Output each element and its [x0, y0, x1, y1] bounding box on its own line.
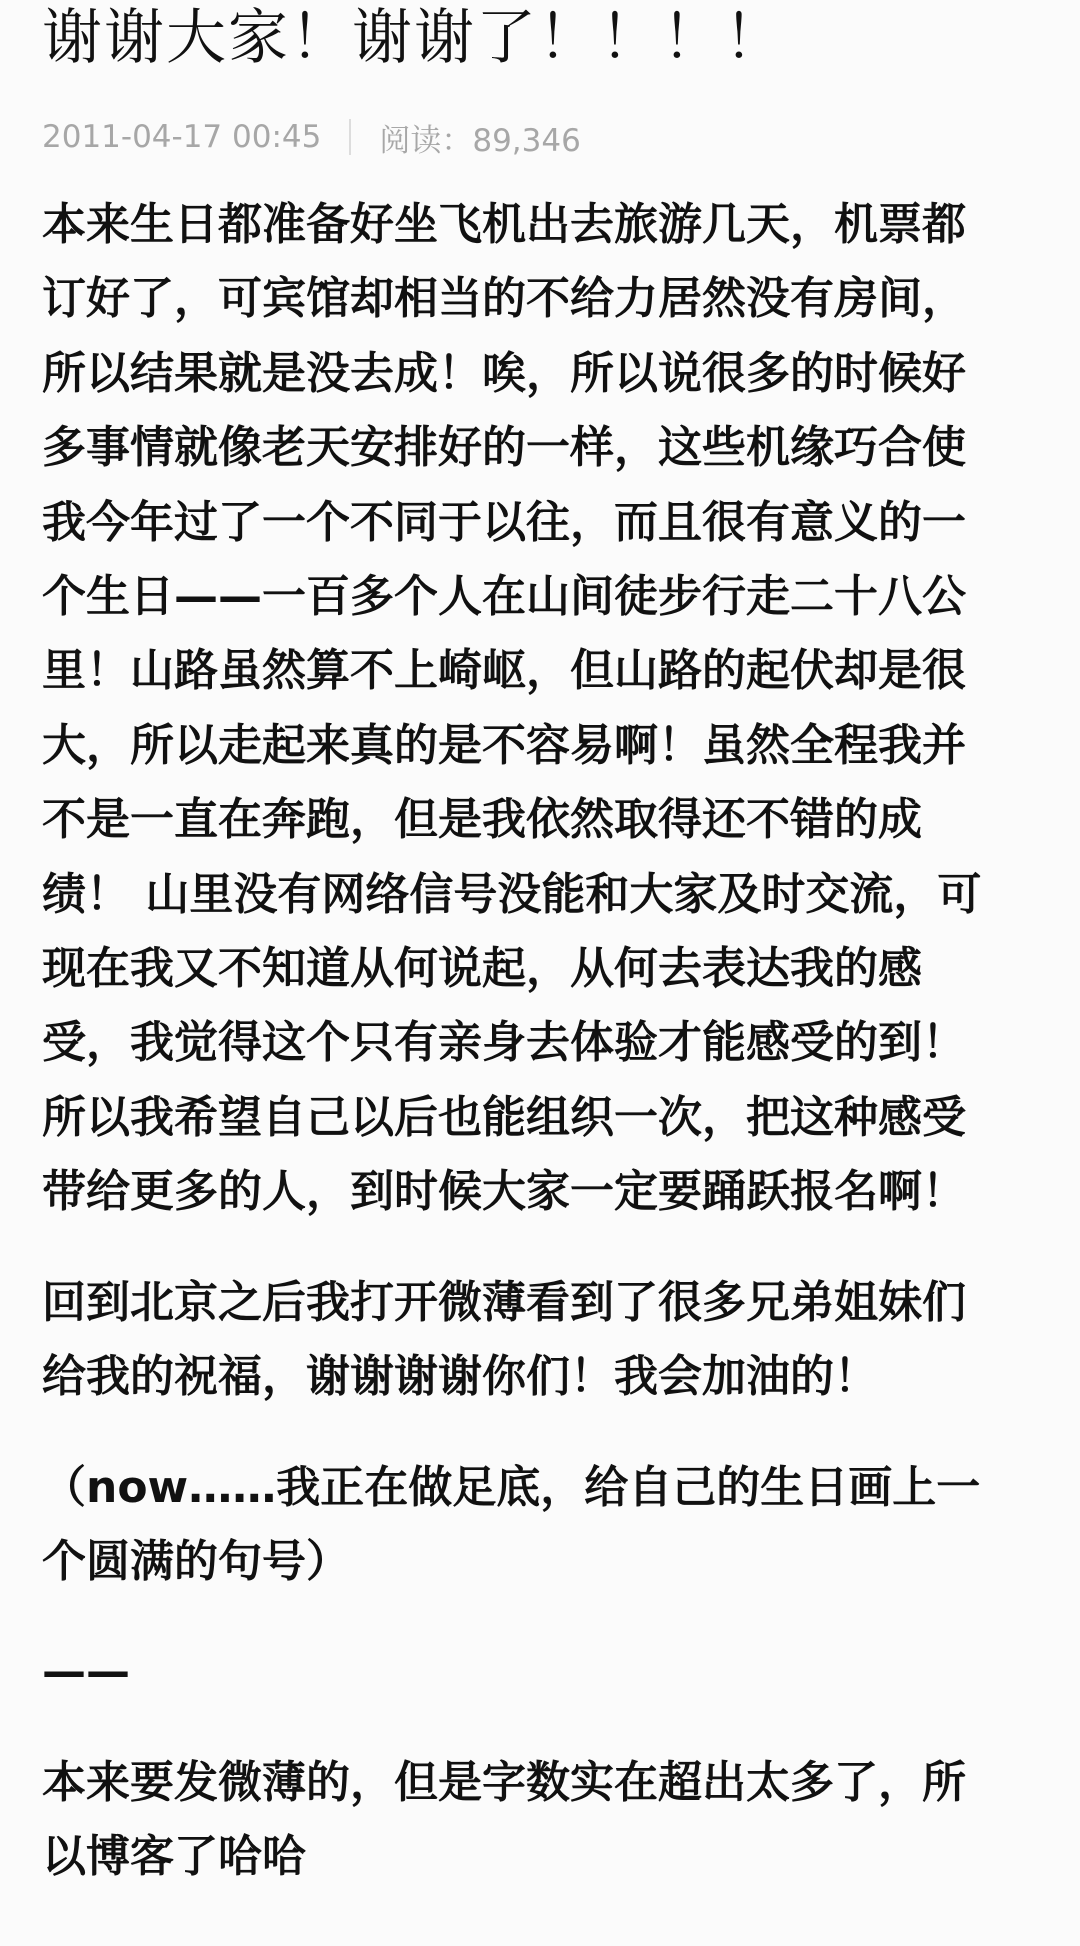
body-line: 所以结果就是没去成！唉，所以说很多的时候好 — [42, 347, 966, 399]
body-line: 我今年过了一个不同于以往，而且很有意义的一 — [42, 496, 966, 548]
body-line: 订好了，可宾馆却相当的不给力居然没有房间， — [42, 273, 966, 325]
section-separator — [42, 1635, 1038, 1709]
body-line: （now……我正在做足底，给自己的生日画上一 — [42, 1461, 981, 1513]
read-count-label: 阅读： — [379, 122, 473, 159]
body-line: 不是一直在奔跑，但是我依然取得还不错的成 — [42, 794, 922, 846]
post-date: 2011-04-17 00:45 — [42, 119, 322, 155]
post-body — [42, 188, 1038, 1895]
body-line: 受，我觉得这个只有亲身去体验才能感受的到！ — [42, 1017, 966, 1069]
separator-dash: —— — [42, 1646, 130, 1698]
body-line: 个圆满的句号） — [42, 1535, 350, 1587]
body-line: 个生日——一百多个人在山间徒步行走二十八公 — [42, 571, 966, 623]
body-paragraph — [42, 1266, 1038, 1415]
body-line: 本来要发微薄的，但是字数实在超出太多了，所 — [42, 1756, 966, 1808]
body-line: 现在我又不知道从何说起，从何去表达我的感 — [42, 943, 922, 995]
body-line: 绩！ 山里没有网络信号没能和大家及时交流，可 — [42, 868, 982, 920]
body-paragraph — [42, 188, 1038, 1230]
body-line: 多事情就像老天安排好的一样，这些机缘巧合使 — [42, 422, 966, 474]
body-line: 所以我希望自己以后也能组织一次，把这种感受 — [42, 1091, 966, 1143]
body-line: 大，所以走起来真的是不容易啊！虽然全程我并 — [42, 719, 966, 771]
read-count-value: 89,346 — [472, 122, 581, 159]
body-line: 以博客了哈哈 — [42, 1831, 306, 1883]
read-count — [379, 115, 580, 160]
body-line: 给我的祝福，谢谢谢谢你们！我会加油的！ — [42, 1351, 878, 1403]
body-line: 里！山路虽然算不上崎岖，但山路的起伏却是很 — [42, 645, 966, 697]
body-line: 带给更多的人，到时候大家一定要踊跃报名啊！ — [42, 1166, 966, 1218]
body-paragraph — [42, 1746, 1038, 1895]
body-paragraph — [42, 1451, 1038, 1600]
body-line: 本来生日都准备好坐飞机出去旅游几天，机票都 — [42, 199, 966, 250]
meta-divider — [349, 119, 351, 155]
body-line: 回到北京之后我打开微薄看到了很多兄弟姐妹们 — [42, 1276, 966, 1328]
post-meta — [42, 108, 1038, 166]
post-title: 谢谢大家！谢谢了！！！！ — [42, 3, 786, 73]
